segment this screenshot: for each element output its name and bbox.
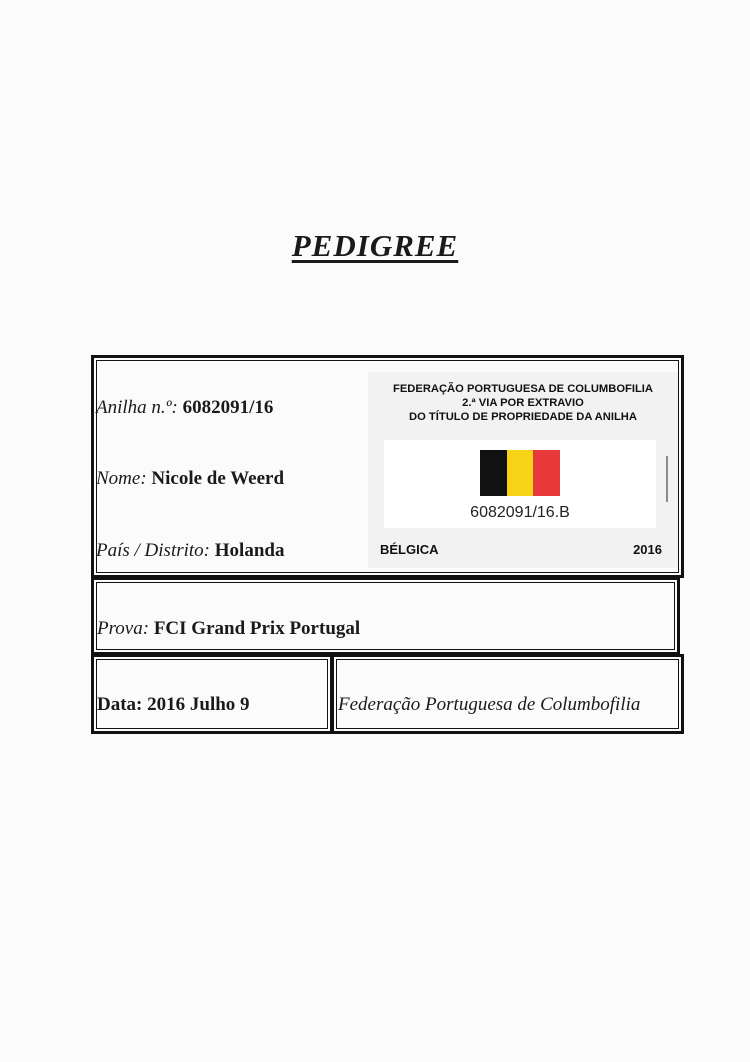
prova-label: Prova:	[97, 618, 150, 639]
federation-name: Federação Portuguesa de Columbofilia	[338, 694, 641, 715]
anilha-field	[96, 397, 273, 419]
certificate-line-2: 2.ª VIA POR EXTRAVIO	[462, 397, 584, 409]
data-label: Data:	[97, 694, 143, 715]
ownership-certificate	[368, 372, 678, 568]
pais-field	[96, 540, 284, 562]
ring-code: 6082091/16.B	[470, 504, 570, 521]
flag-stripe-yellow	[507, 450, 534, 496]
prova-box	[91, 577, 680, 655]
flag-stripe-red	[533, 450, 560, 496]
pais-value: Holanda	[214, 540, 285, 561]
prova-value: FCI Grand Prix Portugal	[153, 618, 361, 639]
certificate-line-1: FEDERAÇÃO PORTUGUESA DE COLUMBOFILIA	[392, 383, 653, 395]
nome-label: Nome:	[96, 468, 147, 489]
certificate-header	[368, 382, 678, 424]
nome-field	[96, 468, 284, 490]
data-field	[97, 694, 250, 716]
anilha-label: Anilha n.º:	[96, 397, 178, 418]
flag-stripe-black	[480, 450, 507, 496]
prova-field	[97, 618, 360, 640]
certificate-year: 2016	[633, 542, 662, 557]
certificate-line-3: DO TÍTULO DE PROPRIEDADE DA ANILHA	[409, 411, 637, 423]
data-value: 2016 Julho 9	[147, 694, 250, 715]
pais-label: País / Distrito:	[96, 540, 211, 561]
belgium-flag-icon	[480, 450, 560, 496]
page-title: PEDIGREE	[291, 228, 459, 263]
certificate-country: BÉLGICA	[380, 542, 439, 557]
certificate-scrollbar	[666, 456, 668, 502]
anilha-value: 6082091/16	[182, 397, 274, 418]
certificate-panel	[384, 440, 656, 528]
nome-value: Nicole de Weerd	[151, 468, 285, 489]
